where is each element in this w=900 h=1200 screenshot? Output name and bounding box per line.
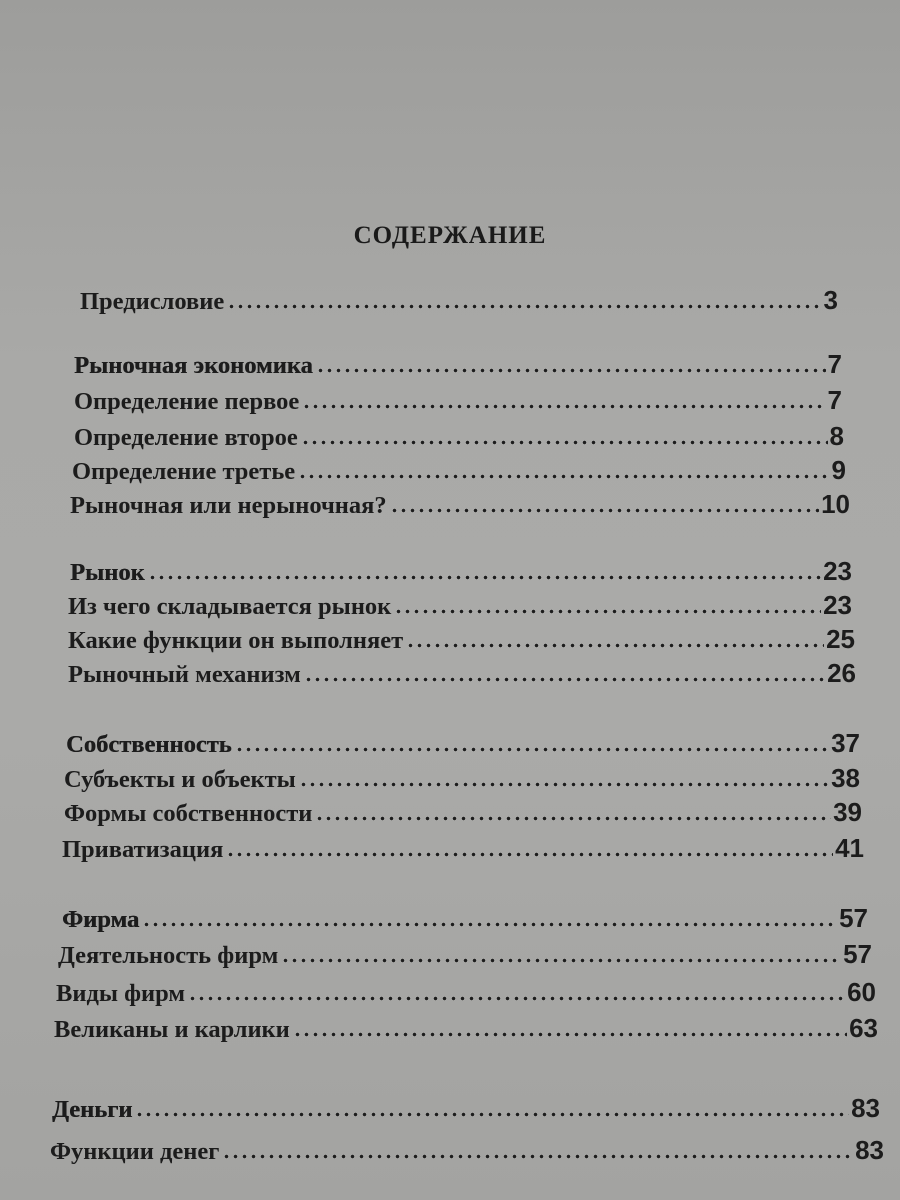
toc-section-label: Определение первое [74, 388, 300, 415]
toc-entry [54, 1010, 878, 1044]
toc-entry [74, 418, 844, 452]
toc-page-number: 23 [823, 590, 852, 620]
toc-entry [64, 760, 860, 794]
toc-section-label: Рыночный механизм [68, 661, 301, 688]
toc-page-number: 7 [827, 349, 842, 379]
toc-page-number: 37 [831, 728, 860, 758]
toc-entry [68, 621, 855, 655]
dot-leader [394, 609, 821, 614]
toc-entry [74, 346, 842, 380]
dot-leader [235, 747, 830, 752]
toc-page-number: 83 [851, 1093, 880, 1123]
toc-section-label: Рыночная или нерыночная? [70, 492, 387, 519]
toc-entry [62, 900, 868, 934]
toc-page-number: 57 [839, 903, 868, 933]
toc-page-number: 10 [821, 489, 850, 519]
toc-page-number: 63 [849, 1013, 878, 1043]
toc-page-number: 83 [855, 1135, 884, 1165]
toc-entry [56, 974, 876, 1008]
dot-leader [299, 782, 829, 787]
dot-leader [302, 404, 825, 409]
toc-entry [58, 936, 872, 970]
toc-entry [66, 725, 860, 759]
toc-entry [62, 830, 864, 864]
dot-leader [298, 474, 829, 479]
dot-leader [226, 852, 833, 857]
toc-entry [68, 655, 856, 689]
toc-page-number: 8 [829, 421, 844, 451]
toc-page-number: 39 [833, 797, 862, 827]
toc-entry [50, 1132, 884, 1166]
dot-leader [148, 575, 822, 580]
toc-chapter-label: Фирма [62, 906, 140, 933]
toc-page-number: 25 [826, 624, 855, 654]
toc-entry [80, 282, 838, 316]
dot-leader [301, 440, 828, 445]
toc-section-label: Какие функции он выполняет [68, 627, 404, 654]
toc-section-label: Определение третье [72, 458, 296, 485]
toc-section-label: Субъекты и объекты [64, 766, 296, 793]
toc-entry [72, 452, 846, 486]
dot-leader [227, 304, 821, 309]
dot-leader [135, 1112, 849, 1117]
toc-section-label: Формы собственности [64, 800, 313, 827]
toc-chapter-label: Деньги [52, 1096, 133, 1123]
toc-page-number: 41 [835, 833, 864, 863]
toc-section-label: Из чего складывается рынок [68, 593, 392, 620]
toc-section-label: Определение второе [74, 424, 298, 451]
toc-page-number: 38 [831, 763, 860, 793]
dot-leader [304, 677, 825, 682]
dot-leader [281, 958, 841, 963]
toc-entry [74, 382, 842, 416]
toc-section-label: Предисловие [80, 288, 225, 315]
toc-page-number: 7 [827, 385, 842, 415]
toc-section-label: Функции денег [50, 1138, 220, 1165]
toc-entry [52, 1090, 880, 1124]
toc-section-label: Приватизация [62, 836, 224, 863]
toc-section-label: Виды фирм [56, 980, 186, 1007]
toc-section-label: Деятельность фирм [58, 942, 279, 969]
dot-leader [222, 1154, 853, 1159]
toc-entry [68, 587, 852, 621]
toc-section-label: Великаны и карлики [54, 1016, 290, 1043]
toc-page-number: 60 [847, 977, 876, 1007]
toc-entry [70, 553, 852, 587]
dot-leader [390, 508, 819, 513]
toc-page-number: 9 [831, 455, 846, 485]
dot-leader [293, 1032, 847, 1037]
dot-leader [188, 996, 845, 1001]
toc-page-number: 57 [843, 939, 872, 969]
page-title: СОДЕРЖАНИЕ [353, 222, 547, 249]
dot-leader [315, 816, 831, 821]
toc-chapter-label: Собственность [66, 731, 232, 758]
toc-entry [70, 486, 850, 520]
dot-leader [142, 922, 837, 927]
toc-page-number: 26 [827, 658, 856, 688]
toc-chapter-label: Рыночная экономика [74, 352, 313, 379]
toc-page-number: 23 [823, 556, 852, 586]
toc-chapter-label: Рынок [70, 559, 145, 586]
toc-page-number: 3 [823, 285, 838, 315]
dot-leader [406, 643, 824, 648]
toc-entry [64, 794, 862, 828]
dot-leader [316, 368, 826, 373]
